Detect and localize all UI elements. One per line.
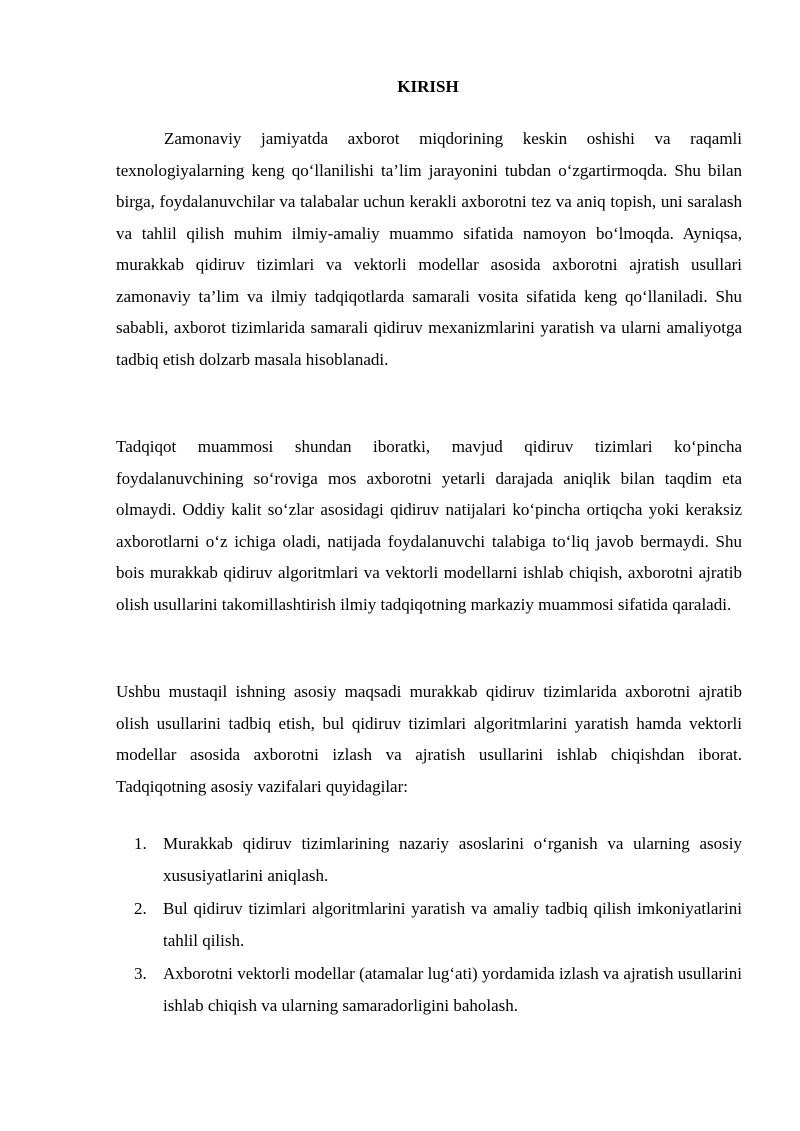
section-title: KIRISH (397, 77, 459, 96)
list-item (116, 958, 742, 1021)
list-item-number: 1. (134, 834, 147, 853)
list-item-text: Bul qidiruv tizimlari algoritmlarini yaratish va amaliy tadbiq qilish imkoniyatlarini tahlil qilish. (163, 899, 742, 950)
list-item-text: Axborotni vektorli modellar (atamalar lug‘ati) yordamida izlash va ajratish usullarini ishlab chiqish va ularning samaradorligini baholash. (163, 964, 742, 1015)
tasks-list (116, 828, 742, 1023)
list-item-number: 3. (134, 964, 147, 983)
list-item-text: Murakkab qidiruv tizimlarining nazariy asoslarini o‘rganish va ularning asosiy xususiyatlarini aniqlash. (163, 834, 742, 885)
list-item (116, 828, 742, 891)
paragraph-research-problem: Tadqiqot muammosi shundan iboratki, mavjud qidiruv tizimlari ko‘pincha foydalanuvchining so‘roviga mos axborotni yetarli darajada aniqlik bilan taqdim eta olmaydi. Oddiy kalit so‘zlar asosidagi qidiruv natijalari ko‘pincha ortiqcha yoki keraksiz axborotlarni o‘z ichiga oladi, natijada foydalanuvchi talabiga to‘liq javob bermaydi. Shu bois murakkab qidiruv algoritmlari va vektorli modellarni ishlab chiqish, axborotni ajratib olish usullarini takomillashtirish ilmiy tadqiqotning markaziy muammosi sifatida qaraladi. (116, 437, 742, 614)
paragraph-research-goal: Ushbu mustaqil ishning asosiy maqsadi murakkab qidiruv tizimlarida axborotni ajratib olish usullarini tadbiq etish, bul qidiruv tizimlari algoritmlarini yaratish hamda vektorli modellar asosida axborotni izlash va ajratish usullarini ishlab chiqishdan iborat. Tadqiqotning asosiy vazifalari quyidagilar: (116, 682, 742, 796)
list-item-number: 2. (134, 899, 147, 918)
list-item (116, 893, 742, 956)
paragraph-introduction: Zamonaviy jamiyatda axborot miqdorining keskin oshishi va raqamli texnologiyalarning keng qo‘llanilishi ta’lim jarayonini tubdan o‘zgartirmoqda. Shu bilan birga, foydalanuvchilar va talabalar uchun kerakli axborotni tez va aniq topish, uni saralash va tahlil qilish muhim ilmiy-amaliy muammo sifatida namoyon bo‘lmoqda. Ayniqsa, murakkab qidiruv tizimlari va vektorli modellar asosida axborotni ajratish usullari zamonaviy ta’lim va ilmiy tadqiqotlarda samarali vosita sifatida keng qo‘llaniladi. Shu sababli, axborot tizimlarida samarali qidiruv mexanizmlarini yaratish va ularni amaliyotga tadbiq etish dolzarb masala hisoblanadi. (116, 129, 742, 369)
